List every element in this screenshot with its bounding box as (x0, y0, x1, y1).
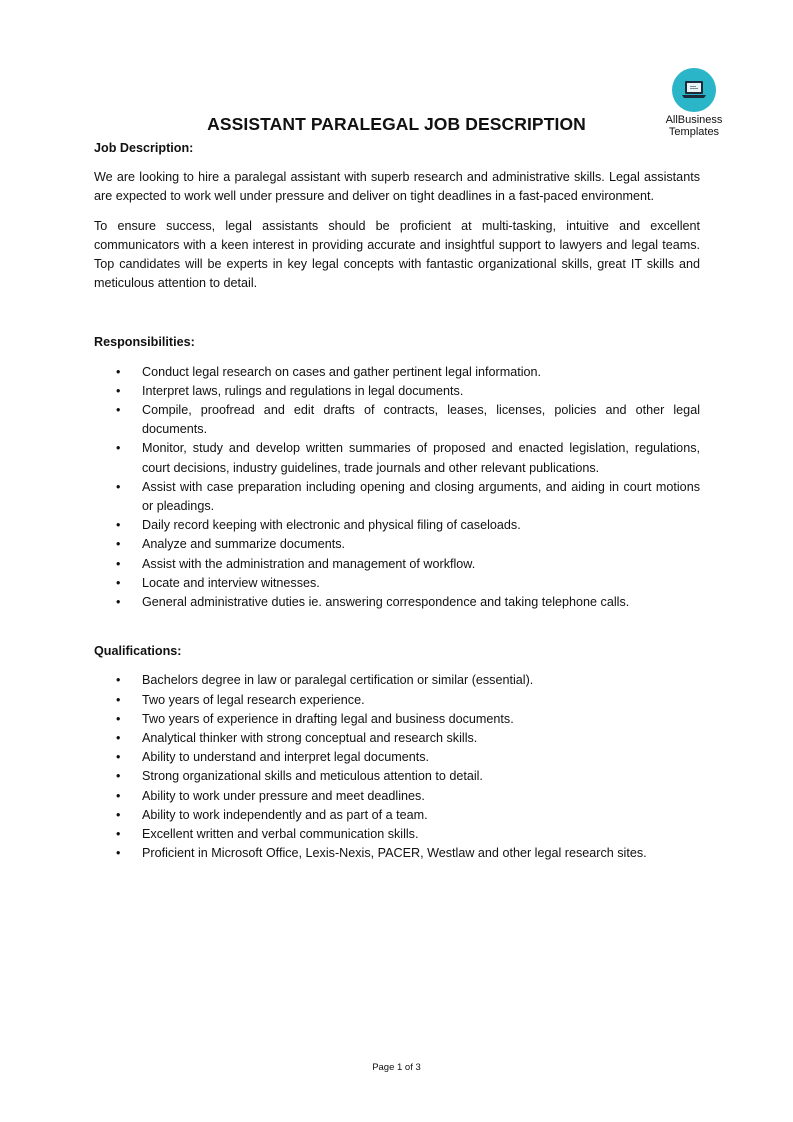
list-item-text: Analytical thinker with strong conceptual and research skills. (142, 731, 478, 746)
responsibilities-list (94, 363, 700, 613)
list-item (94, 729, 700, 748)
document-body (94, 139, 700, 864)
bullet-icon: • (116, 537, 121, 552)
bullet-icon: • (116, 827, 121, 842)
bullet-icon: • (116, 518, 121, 533)
list-item (94, 401, 700, 439)
bullet-icon: • (116, 807, 121, 822)
list-item-text: Excellent written and verbal communication skills. (142, 827, 419, 842)
bullet-icon: • (116, 479, 121, 494)
list-item-text: Locate and interview witnesses. (142, 575, 320, 590)
list-item-text: Strong organizational skills and meticulous attention to detail. (142, 769, 483, 784)
qualifications-list (94, 671, 700, 863)
list-item (94, 787, 700, 806)
list-item (94, 574, 700, 593)
bullet-icon: • (116, 692, 121, 707)
bullet-icon: • (116, 788, 121, 803)
list-item-text: Conduct legal research on cases and gather pertinent legal information. (142, 364, 542, 379)
list-item (94, 710, 700, 729)
bullet-icon: • (116, 364, 121, 379)
list-item-text: Bachelors degree in law or paralegal certification or similar (essential). (142, 673, 534, 688)
list-item (94, 806, 700, 825)
bullet-icon: • (116, 731, 121, 746)
bullet-icon: • (116, 595, 121, 610)
bullet-icon: • (116, 750, 121, 765)
page-number: Page 1 of 3 (372, 1062, 421, 1073)
list-item (94, 363, 700, 382)
list-item-text: Interpret laws, rulings and regulations in legal documents. (142, 383, 464, 398)
list-item-text: Monitor, study and develop written summaries of proposed and enacted legislation, regulations, court decisions, industry guidelines, trade journals and other relevant publications. (142, 441, 700, 475)
responsibilities-heading: Responsibilities: (94, 335, 195, 350)
logo-line-1: AllBusiness (665, 114, 723, 126)
bullet-icon: • (116, 556, 121, 571)
bullet-icon: • (116, 673, 121, 688)
bullet-icon: • (116, 846, 121, 861)
job-description-heading: Job Description: (94, 141, 194, 155)
list-item (94, 748, 700, 767)
list-item-text: Two years of legal research experience. (142, 692, 365, 707)
list-item-text: Ability to work under pressure and meet deadlines. (142, 788, 425, 803)
list-item (94, 825, 700, 844)
list-item-text: Ability to work independently and as part of a team. (142, 807, 428, 822)
list-item (94, 844, 700, 863)
qualifications-heading: Qualifications: (94, 644, 182, 659)
list-item (94, 535, 700, 554)
job-description-paragraph-2: To ensure success, legal assistants should be proficient at multi-tasking, intuitive and excellent communicators with a keen interest in providing accurate and insightful support to lawyers and legal teams. Top candidates will be experts in key legal concepts with fantastic organizational skills, great IT skills and meticulous attention to detail. (94, 218, 700, 291)
bullet-icon: • (116, 441, 121, 456)
list-item-text: Compile, proofread and edit drafts of contracts, leases, licenses, policies and other legal documents. (142, 403, 700, 437)
list-item-text: General administrative duties ie. answering correspondence and taking telephone calls. (142, 595, 630, 610)
logo-line-2: Templates (668, 126, 720, 138)
list-item (94, 691, 700, 710)
bullet-icon: • (116, 575, 121, 590)
page-title: ASSISTANT PARALEGAL JOB DESCRIPTION (207, 114, 586, 134)
list-item-text: Proficient in Microsoft Office, Lexis-Nexis, PACER, Westlaw and other legal research sites. (142, 846, 647, 861)
list-item-text: Daily record keeping with electronic and physical filing of caseloads. (142, 518, 521, 533)
bullet-icon: • (116, 383, 121, 398)
list-item-text: Assist with case preparation including opening and closing arguments, and aiding in court motions or pleadings. (142, 479, 700, 514)
list-item (94, 593, 700, 612)
job-description-paragraph-1: We are looking to hire a paralegal assistant with superb research and administrative skills. Legal assistants are expected to work well under pressure and deliver on tight deadlines in a fast-paced environment. (94, 170, 700, 204)
laptop-icon (672, 68, 716, 112)
list-item (94, 767, 700, 786)
list-item-text: Analyze and summarize documents. (142, 537, 345, 552)
list-item-text: Ability to understand and interpret legal documents. (142, 750, 430, 765)
list-item-text: Assist with the administration and management of workflow. (142, 556, 476, 571)
bullet-icon: • (116, 403, 121, 418)
bullet-icon: • (116, 769, 121, 784)
list-item (94, 439, 700, 477)
list-item (94, 382, 700, 401)
list-item (94, 478, 700, 516)
list-item (94, 516, 700, 535)
list-item (94, 555, 700, 574)
bullet-icon: • (116, 711, 121, 726)
list-item (94, 671, 700, 690)
list-item-text: Two years of experience in drafting legal and business documents. (142, 711, 514, 726)
